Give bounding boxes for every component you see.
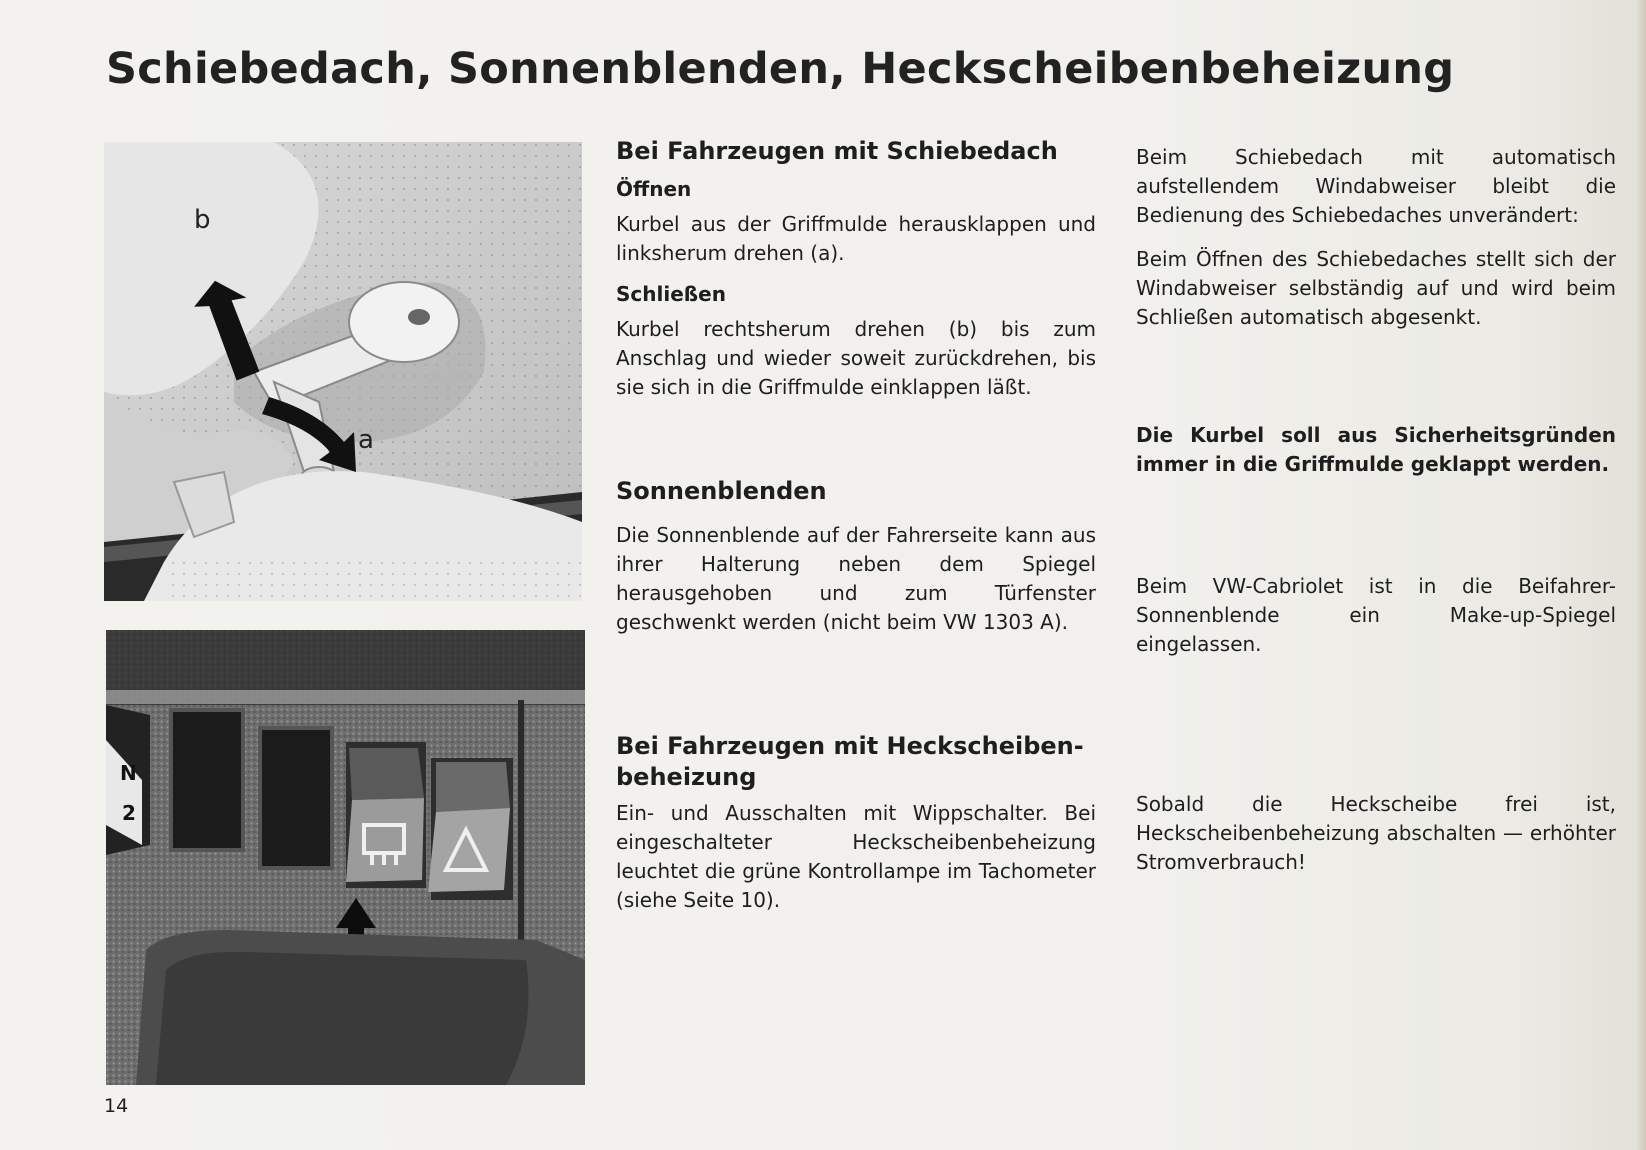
gear-label-2: 2 <box>122 801 136 825</box>
open-text: Kurbel aus der Griffmulde herausklappen und linksherum drehen (a). <box>616 212 1096 265</box>
sunroof-crank-photo <box>104 142 582 601</box>
deflector-text-2: Beim Öffnen des Schiebedaches stellt sich der Windabweiser selbständig auf und wird beim Schließen automatisch abgesenkt. <box>1136 247 1616 329</box>
page-title: Schiebedach, Sonnenblenden, Heckscheibenbeheizung <box>106 44 1455 94</box>
rear-heating-note: Sobald die Heckscheibe frei ist, Heckscheibenbeheizung abschalten — erhöhter Stromverbrauch! <box>1136 792 1616 874</box>
rear-heating-text: Ein- und Ausschalten mit Wippschalter. Bei eingeschalteter Heckscheibenbeheizung leuchtet die grüne Kontrollampe im Tachometer (siehe Seite 10). <box>616 801 1096 912</box>
close-text: Kurbel rechtsherum drehen (b) bis zum Anschlag und wieder soweit zurückdrehen, bis sie sich in die Griffmulde einklappen läßt. <box>616 317 1096 399</box>
right-column <box>1136 143 1616 877</box>
label-b: b <box>194 205 211 235</box>
cabriolet-text: Beim VW-Cabriolet ist in die Beifahrer-Sonnenblende ein Make-up-Spiegel eingelassen. <box>1136 574 1616 656</box>
sunroof-heading: Bei Fahrzeugen mit Schiebedach <box>616 137 1058 165</box>
sunvisors-heading: Sonnenblenden <box>616 477 827 505</box>
close-heading: Schließen <box>616 282 726 306</box>
rear-heating-heading: Bei Fahrzeugen mit Heckscheiben-beheizung <box>616 732 1084 791</box>
rear-heating-switch-photo <box>106 630 585 1085</box>
label-a: a <box>358 425 374 455</box>
safety-note: Die Kurbel soll aus Sicherheitsgründen immer in die Griffmulde geklappt werden. <box>1136 423 1616 476</box>
page-edge-shadow <box>1636 0 1646 1150</box>
gear-label-n: N <box>120 761 137 785</box>
middle-column <box>616 136 1096 915</box>
page-number: 14 <box>104 1095 129 1117</box>
open-heading: Öffnen <box>616 177 692 201</box>
deflector-text: Beim Schiebedach mit automatisch aufstellendem Windabweiser bleibt die Bedienung des Schiebedaches unverändert: <box>1136 145 1616 227</box>
sunvisors-text: Die Sonnenblende auf der Fahrerseite kann aus ihrer Halterung neben dem Spiegel herausgehoben und zum Türfenster geschwenkt werden (nicht beim VW 1303 A). <box>616 523 1096 634</box>
